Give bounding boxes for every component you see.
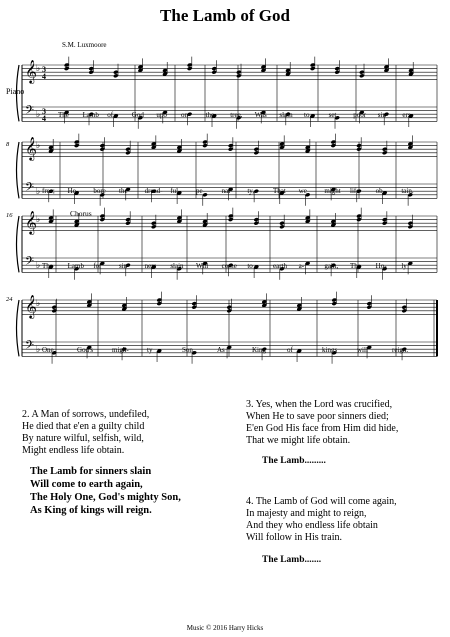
lyric-syllable: sin-	[377, 111, 389, 119]
verse-3-refrain: The Lamb.........	[262, 456, 326, 466]
flat-icon: ♭	[36, 299, 41, 309]
measure-number: 24	[6, 296, 13, 303]
lyric-syllable: As	[217, 346, 225, 354]
page-title: The Lamb of God	[160, 6, 290, 25]
flat-icon: ♭	[36, 187, 41, 197]
verse-4-text: 4. The Lamb of God will come again, In majesty and might to reign, And they who endless life obtain Will follow in His train.	[246, 496, 397, 543]
time-signature: 3	[42, 107, 46, 116]
lyric-syllable: ners	[144, 262, 157, 270]
system-brace	[17, 142, 20, 198]
lyric-syllable: gain,	[324, 262, 339, 270]
lyric-syllable: the	[205, 111, 215, 119]
lyric-syllable: ty,	[247, 187, 255, 195]
bass-clef-icon: 𝄢	[25, 255, 35, 271]
lyric-syllable: free;	[42, 187, 55, 195]
treble-clef-icon: 𝄞	[25, 136, 37, 160]
lyric-syllable: to	[304, 111, 310, 119]
flat-icon: ♭	[36, 345, 41, 355]
refrain-text: The Lamb for sinners slain Will come to earth again, The Holy One, God's mighty Son, As King of kings will reign.	[30, 466, 181, 516]
lyric-syllable: earth	[273, 262, 287, 270]
lyric-syllable: One,	[42, 346, 56, 354]
verse-2-text: 2. A Man of sorrows, undefiled, He died that e'en a guilty child By nature wilful, selfish, wild, Might endless life obtain.	[22, 409, 150, 456]
lyric-syllable: life	[350, 187, 360, 195]
lyric-syllable: kings	[322, 346, 338, 354]
lyric-syllable: ob-	[375, 187, 385, 195]
system-brace	[17, 65, 20, 121]
measure-number: 16	[6, 212, 13, 219]
lyric-syllable: Lamb	[67, 262, 84, 270]
lyric-syllable: a-	[298, 262, 305, 270]
measure-number: 8	[6, 141, 10, 148]
lyric-syllable: set	[328, 111, 337, 119]
lyric-syllable: bore	[93, 187, 106, 195]
lyric-syllable: for	[93, 262, 102, 270]
verse-4-refrain: The Lamb.......	[262, 555, 322, 565]
instrument-label: Piano	[6, 87, 25, 96]
lyric-syllable: migh-	[112, 346, 129, 354]
composer-credit: S.M. Luxmoore	[62, 41, 107, 49]
lyric-syllable: ful	[170, 187, 179, 195]
lyric-syllable: That	[273, 187, 286, 195]
flat-icon: ♭	[36, 261, 41, 271]
lyric-syllable: might	[324, 187, 341, 195]
lyric-syllable: Ho-	[375, 262, 387, 270]
bass-clef-icon: 𝄢	[25, 181, 35, 197]
lyric-syllable: Was	[254, 111, 267, 119]
flat-icon: ♭	[36, 64, 41, 74]
lyric-syllable: nal-	[221, 187, 233, 195]
time-signature: 4	[42, 72, 46, 81]
lyric-syllable: God's	[77, 346, 94, 354]
system-brace	[17, 216, 20, 272]
lyric-syllable: ty	[147, 346, 153, 354]
lyric-syllable: come	[221, 262, 237, 270]
bass-clef-icon: 𝄢	[25, 104, 35, 120]
lyric-syllable: Lamb	[82, 111, 99, 119]
time-signature: 4	[42, 114, 46, 123]
lyric-syllable: on	[181, 111, 188, 119]
flat-icon: ♭	[36, 110, 41, 120]
lyric-syllable: of	[107, 111, 114, 119]
treble-clef-icon: 𝄞	[25, 59, 37, 83]
lyric-syllable: we	[298, 187, 307, 195]
chorus-label: Chorus	[70, 209, 92, 218]
lyric-syllable: ers	[402, 111, 411, 119]
lyric-syllable: tree,	[230, 111, 243, 119]
lyric-syllable: pe-	[196, 187, 205, 195]
lyric-syllable: Son,	[182, 346, 195, 354]
lyric-syllable: ly	[401, 262, 407, 270]
lyric-syllable: to	[247, 262, 253, 270]
lyric-syllable: will	[357, 346, 368, 354]
lyric-syllable: tain.	[401, 187, 414, 195]
lyric-syllable: The	[350, 262, 361, 270]
lyric-syllable: God	[131, 111, 144, 119]
lyric-syllable: The	[58, 111, 69, 119]
treble-clef-icon: 𝄞	[25, 210, 37, 234]
bass-clef-icon: 𝄢	[25, 339, 35, 355]
lyric-syllable: The	[42, 262, 53, 270]
lyric-syllable: sin-	[119, 262, 130, 270]
lyric-syllable: He	[67, 187, 76, 195]
lyric-syllable: reign.	[392, 346, 409, 354]
copyright-footer: Music © 2016 Harry Hicks	[186, 624, 264, 632]
system-brace	[17, 300, 20, 356]
time-signature: 3	[42, 65, 46, 74]
lyric-syllable: Will	[196, 262, 209, 270]
lyric-syllable: King	[252, 346, 266, 354]
treble-clef-icon: 𝄞	[25, 294, 37, 318]
lyric-syllable: dread-	[144, 187, 163, 195]
lyric-syllable: slain	[279, 111, 293, 119]
flat-icon: ♭	[36, 141, 41, 151]
lyric-syllable: the	[119, 187, 128, 195]
lyric-syllable: poor	[353, 111, 367, 119]
lyric-syllable: upo	[156, 111, 167, 119]
verse-3-text: 3. Yes, when the Lord was crucified, When He to save poor sinners died; E'en God His face from Him did hide, That we might life obtain.	[246, 399, 399, 446]
lyric-syllable: of	[287, 346, 293, 354]
lyric-syllable: slain	[170, 262, 184, 270]
flat-icon: ♭	[36, 215, 41, 225]
